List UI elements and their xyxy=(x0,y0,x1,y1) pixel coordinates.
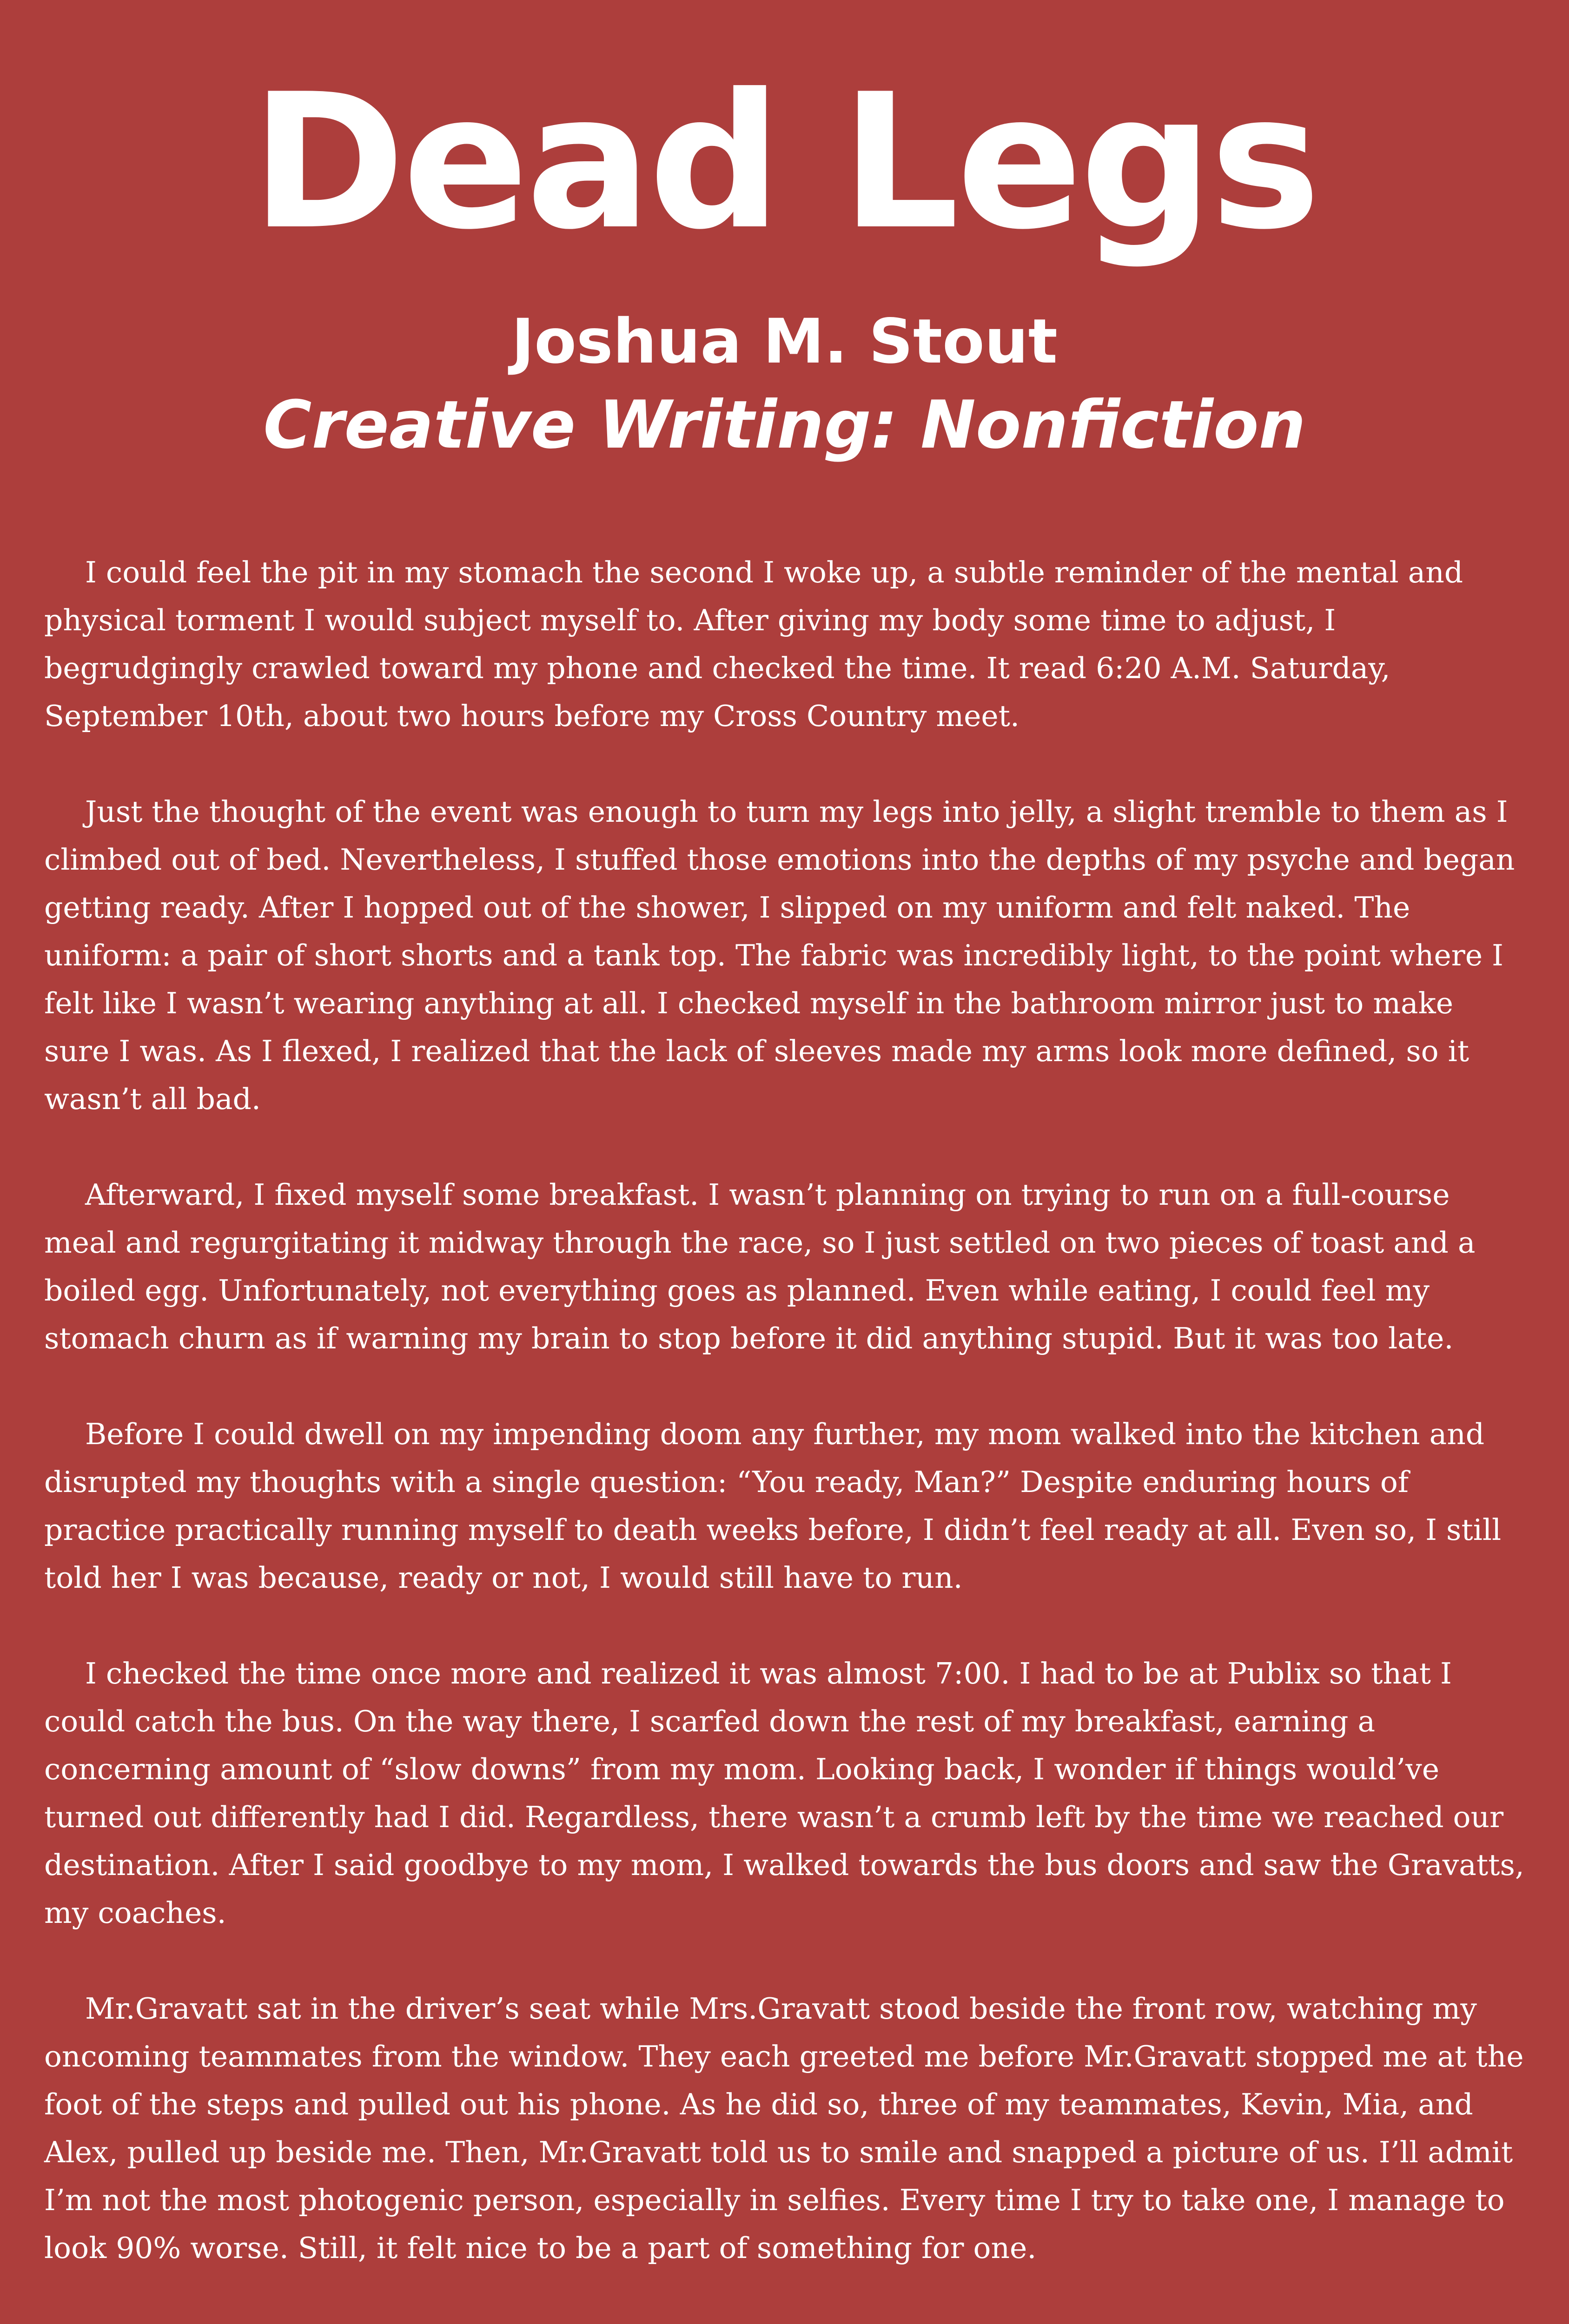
paragraph-5: I checked the time once more and realized it was almost 7:00. I had to be at Publix so that I could catch the bus. On the way there, I scarfed down the rest of my breakfast, earning a concerning amount of “slow downs” from my mom. Looking back, I wonder if things would’ve turned out differently had I did. Regardless, there wasn’t a crumb left by the time we reached our destination. After I said goodbye to my mom, I walked towards the bus doors and saw the Gravatts, my coaches. xyxy=(44,1657,1524,1930)
paragraph-1: I could feel the pit in my stomach the second I woke up, a subtle reminder of the mental and physical torment I would subject myself to. After giving my body some time to adjust, I begrudgingly crawled toward my phone and checked the time. It read 6:20 A.M. Saturday, September 10th, about two hours before my Cross Country meet. xyxy=(44,555,1463,733)
course-subtitle: Creative Writing: Nonfiction xyxy=(263,387,1306,463)
paragraph-6: Mr.Gravatt sat in the driver’s seat while Mrs.Gravatt stood beside the front row, watching my oncoming teammates from the window. They each greeted me before Mr.Gravatt stopped me at the foot of the steps and pulled out his phone. As he did so, three of my teammates, Kevin, Mia, and Alex, pulled up beside me. Then, Mr.Gravatt told us to smile and snapped a picture of us. I’ll admit I’m not the most photogenic person, especially in selfies. Every time I try to take one, I manage to look 90% worse. Still, it felt nice to be a part of something for one. xyxy=(44,1992,1524,2265)
paragraph-3: Afterward, I fixed myself some breakfast. I wasn’t planning on trying to run on a full-course meal and regurgitating it midway through the race, so I just settled on two pieces of toast and a boiled egg. Unfortunately, not everything goes as planned. Even while eating, I could feel my stomach churn as if warning my brain to stop before it did anything stupid. But it was too late. xyxy=(44,1178,1476,1355)
document-title: Dead Legs xyxy=(251,54,1318,271)
essay-body xyxy=(44,548,1527,2324)
paragraph-2: Just the thought of the event was enough to turn my legs into jelly, a slight tremble to them as I climbed out of bed. Nevertheless, I stuffed those emotions into the depths of my psyche and began getting ready. After I hopped out of the shower, I slipped on my uniform and felt naked. The uniform: a pair of short shorts and a tank top. The fabric was incredibly light, to the point where I felt like I wasn’t wearing anything at all. I checked myself in the bathroom mirror just to make sure I was. As I flexed, I realized that the lack of sleeves made my arms look more defined, so it wasn’t all bad. xyxy=(44,795,1515,1116)
author-name: Joshua M. Stout xyxy=(511,306,1058,377)
paragraph-7 xyxy=(44,2320,1527,2324)
paragraph-4: Before I could dwell on my impending doom any further, my mom walked into the kitchen and disrupted my thoughts with a single question: “You ready, Man?” Despite enduring hours of practice practically running myself to death weeks before, I didn’t feel ready at all. Even so, I still told her I was because, ready or not, I would still have to run. xyxy=(44,1417,1502,1595)
